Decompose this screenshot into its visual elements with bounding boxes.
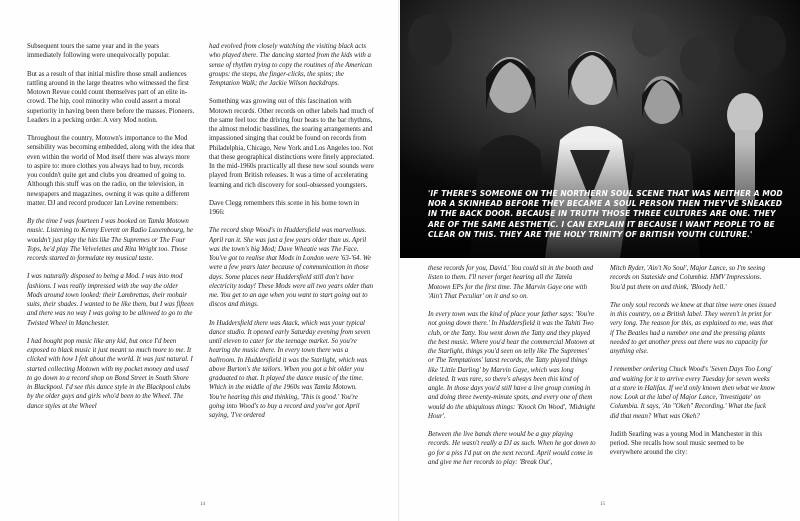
paragraph: Throughout the country, Motown's importance to the Mod sensibility was becoming embedded, along with the idea that even within the world of Mod itself there was always more to aspire to: more clothes you always had to buy, records you couldn't quite get and clubs you dreamed of going to. Although this stuff was on the radio, on the television, in newspapers and magazines, owning it was quite a different matter. DJ and record producer Ian Levine remembers: [27,135,195,207]
right-page-column-1 [428,264,596,500]
crowd-photo [400,0,800,258]
paragraph: The record shop Wood's in Huddersfield was marvellous. April ran it. She was just a few years older than us. April was the town's big Mod; Dave Wheatie was The Face. You've got to realise that Mods in London were '63-'64. We were a few years later because of communication in those days. Some places near Huddersfield still don't have electricity today! These Mods were all two years older than me. You get to an age when you want to start going out to discos and things. [209,227,374,309]
paragraph: In every town was the kind of place your father says: 'You're not going down there.' In Huddersfield it was the Tahiti Two club, or the Tatty. You went down the Tatty and they played the best music. Where you'd hear the commercial Motown at the Starlight, things you'd seen on telly like The Supremes' or The Temptations' latest records, the Tatty played things like 'Little Darling' by Marvin Gaye, which was long deleted. It was rare, so there's always been this kind of angle. In those days you'd still have a live group coming in and doing three twenty-minute spots, and every one of them would do the ubiquitous things: 'Knock On Wood', 'Midnight Hour'. [428,311,596,420]
paragraph: Dave Clegg remembers this scene in his home town in 1966: [209,199,360,216]
paragraph: In Huddersfield there was Atack, which was your typical dance studio. It opened early Saturday evening from seven until eleven to cater for the teenage market. So you're hearing the music there. In every town there was a ballroom. In Huddersfield it was the Starlight, which was above Burton's the tailors. When you got a bit older you graduated to that. It played the dance music of the time. Which in the middle of the 1960s was Tamla Motown. You're hearing this and thinking, 'This is good.' You're going into Wood's to buy a record and you've got April saying, 'I've ordered [209,319,371,419]
paragraph: Judith Searling was a young Mod in Manchester in this period. She recalls how soul music seemed to be everywhere around the city: [610,430,763,457]
paragraph: But as a result of that initial misfire those small audiences rattling around in the large theatres who witnessed the first Motown Revue could count themselves part of an elite in-crowd. The hip, cool minority who could assert a moral superiority in having been there before the masses. Pioneers. Leaders in a pecking order. A very Mod notion. [27,70,195,124]
paragraph: had evolved from closely watching the visiting black acts who played there. The dancing started from the kids with a sense of rhythm trying to copy the routines of the American groups: the steps, the finger-clicks, the spins; the Temptation Walk; the Jackie Wilson backdrops. [209,43,372,87]
left-page-column-1 [27,42,195,500]
paragraph: these records for you, David.' You could sit in the booth and listen to them. I'll never forget hearing all the Tamla Motown EPs for the first time. The Marvin Gaye one with 'Ain't That Peculiar' on it and so on. [428,265,594,300]
paragraph: I was naturally disposed to being a Mod. I was into mod fashions. I was really impressed with the way the older Mods around town looked: their Lambrettas, their mohair suits, their shades. I wanted to be like them, but I was fifteen and there was no way I was going to be allowed to go to the Twisted Wheel in Manchester. [27,273,194,327]
paragraph: Subsequent tours the same year and in the years immediately following were unequivocally popular. [27,43,170,60]
page-number-right: 15 [600,502,605,507]
paragraph: I remember ordering Chuck Wood's 'Seven Days Too Long' and waiting for it to arrive every Tuesday for seven weeks at a store in Halifax. If we'd only known then what we know now. Look at the label of Major Lance, 'Investigate' on Columbia. It says, 'An "Okeh" Recording.' What the fuck did that mean? What was Okeh? [610,366,775,420]
pull-quote: 'IF THERE'S SOMEONE ON THE NORTHERN SOUL SCENE THAT WAS NEITHER A MOD NOR A SKINHEAD BEFORE THEY BECAME A SOUL PERSON THEN THEY'VE SNEAKED IN THE BACK DOOR. BECAUSE IN TRUTH THOSE THREE CULTURES ARE ONE. THEY ARE OF THE SAME AESTHETIC. I CAN EXPLAIN IT BECAUSE I WANT PEOPLE TO BE CLEAR ON THIS. THEY ARE THE HOLY TRINITY OF BRITISH YOUTH CULTURE.' [428,189,783,239]
paragraph: Something was growing out of this fascination with Motown records. Other records on other labels had much of the same feel too: the driving four beats to the bar rhythms, the almost melodic basslines, the soaring arrangements and impassioned singing that could be found on records from Philadelphia, Chicago, New York and Los Angeles too. Not that these geographical distinctions were finely appreciated. In the mid-1960s practically all these new soul sounds were played from British releases. It was a time of accelerating learning and rich discovery for soul-obsessed youngsters. [209,98,375,189]
left-page-column-2 [209,42,375,500]
paragraph: The only soul records we knew at that time were ones issued in this country, on a British label. They weren't in print for very long. The reason for this, as explained to me, was that if The Beatles had a number one and the pressing plants needed to get another press out there was no capacity for anything else. [610,301,776,355]
paragraph: Between the live bands there would be a guy playing records. He wasn't really a DJ as such. When he got down to go for a piss I'd put on the next record. April would come in and give me her records to play: 'Break Out', [428,431,596,466]
right-page [400,0,800,521]
page-number-left: 14 [200,502,205,507]
paragraph: Mitch Ryder, 'Ain't No Soul', Major Lance, so I'm seeing records on Stateside and Columbia. HMV Impressions. You'd put them on and think, 'Bloody hell.' [610,265,766,291]
paragraph: I had bought pop music like any kid, but once I'd been exposed to black music it just meant so much more to me. It clicked with how I felt about the world. It was just natural. I started collecting Motown with my pocket money and used to go down to a record shop on Bond Street in South Shore in Blackpool. I'd see this dance style in the Blackpool clubs by the older guys and girls who'd been to the Wheel. The dance styles at the Wheel [27,337,193,410]
right-page-column-2 [610,264,776,500]
paragraph: By the time I was fourteen I was booked on Tamla Motown music. Listening to Kenny Everett on Radio Luxembourg, he wouldn't just play the hits like The Supremes or The Four Tops, he'd play The Velvelettes and Rita Wright too. Those records started to formulate my musical taste. [27,218,193,262]
